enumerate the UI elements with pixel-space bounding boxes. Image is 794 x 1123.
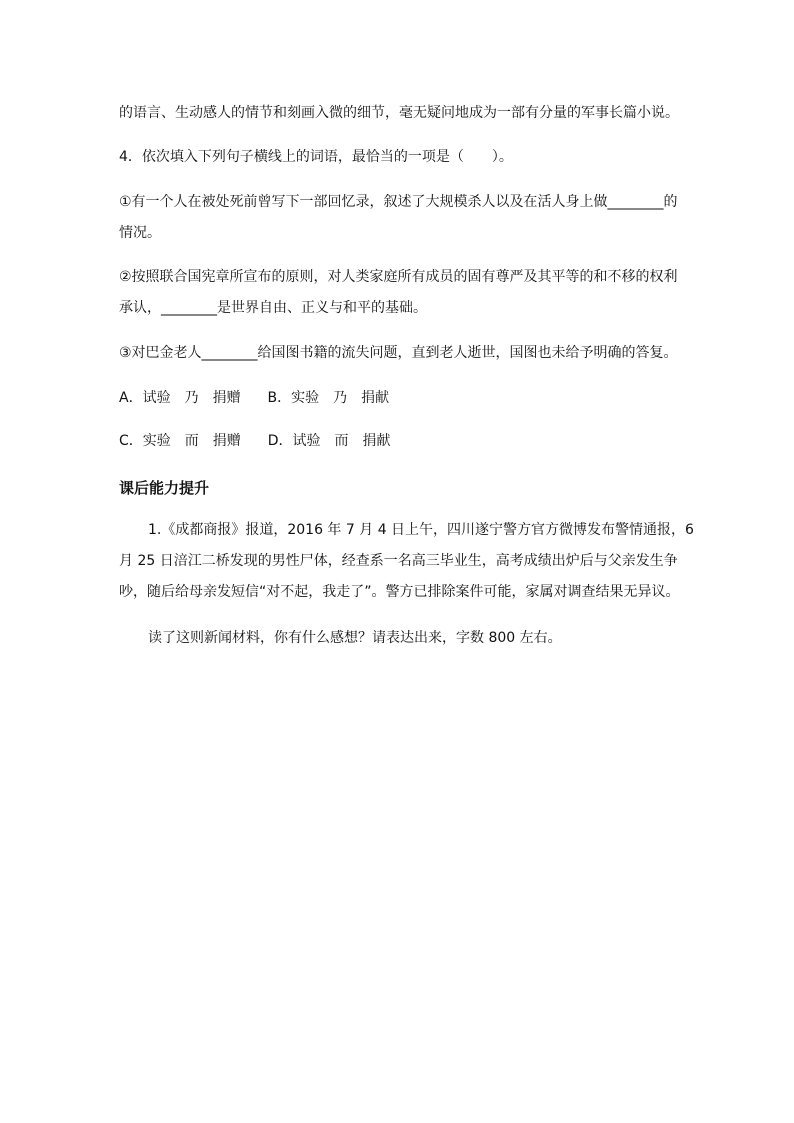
option-word: 乃: [184, 390, 199, 406]
option-word: 捐赠: [212, 390, 241, 406]
options-row-2: [119, 431, 390, 451]
sentence-3: ③对巴金老人________给国图书籍的流失问题，直到老人逝世，国图也未给予明确的答复。: [119, 345, 678, 361]
sentence-2-line-2: 承认，________是世界自由、正义与和平的基础。: [119, 300, 427, 316]
option-word: 捐赠: [212, 433, 241, 449]
option-word: 乃: [333, 390, 348, 406]
question-4-stem: 4．依次填入下列句子横线上的词语，最恰当的一项是（ ）。: [119, 149, 513, 165]
option-word: 而: [334, 433, 349, 449]
option-letter: A．: [119, 390, 143, 406]
intro-line: 的语言、生动感人的情节和刻画入微的细节，毫无疑问地成为一部有分量的军事长篇小说。: [119, 105, 679, 121]
option-b: [267, 390, 389, 406]
sentence-1-line-2: 情况。: [119, 225, 161, 241]
essay-line-1: 1.《成都商报》报道，2016 年 7 月 4 日上午，四川遂宁警方官方微博发布警情通报，6: [148, 522, 694, 538]
option-c: [119, 433, 245, 449]
essay-prompt: 读了这则新闻材料，你有什么感想？请表达出来，字数 800 左右。: [148, 630, 562, 646]
essay-line-2: 月 25 日涪江二桥发现的男性尸体，经查系一名高三毕业生，高考成绩出炉后与父亲发生争: [119, 553, 678, 569]
option-letter: C．: [119, 433, 143, 449]
options-row-1: [119, 388, 389, 408]
option-d: [268, 433, 391, 449]
option-word: 捐献: [362, 433, 391, 449]
option-letter: B．: [267, 390, 292, 406]
option-word: 试验: [292, 433, 321, 449]
option-word: 而: [184, 433, 199, 449]
option-word: 捐献: [361, 390, 390, 406]
section-heading: 课后能力提升: [119, 479, 210, 497]
option-word: 试验: [142, 390, 171, 406]
essay-line-3: 吵，随后给母亲发短信“对不起，我走了”。警方已排除案件可能，家属对调查结果无异议。: [119, 584, 680, 600]
option-word: 实验: [142, 433, 171, 449]
option-word: 实验: [291, 390, 320, 406]
option-a: [119, 390, 245, 406]
option-letter: D．: [267, 433, 293, 449]
sentence-2-line-1: ②按照联合国宪章所宣布的原则，对人类家庭所有成员的固有尊严及其平等的和不移的权利: [119, 269, 678, 285]
sentence-1-line-1: ①有一个人在被处死前曾写下一部回忆录，叙述了大规模杀人以及在活人身上做________的: [119, 194, 678, 210]
